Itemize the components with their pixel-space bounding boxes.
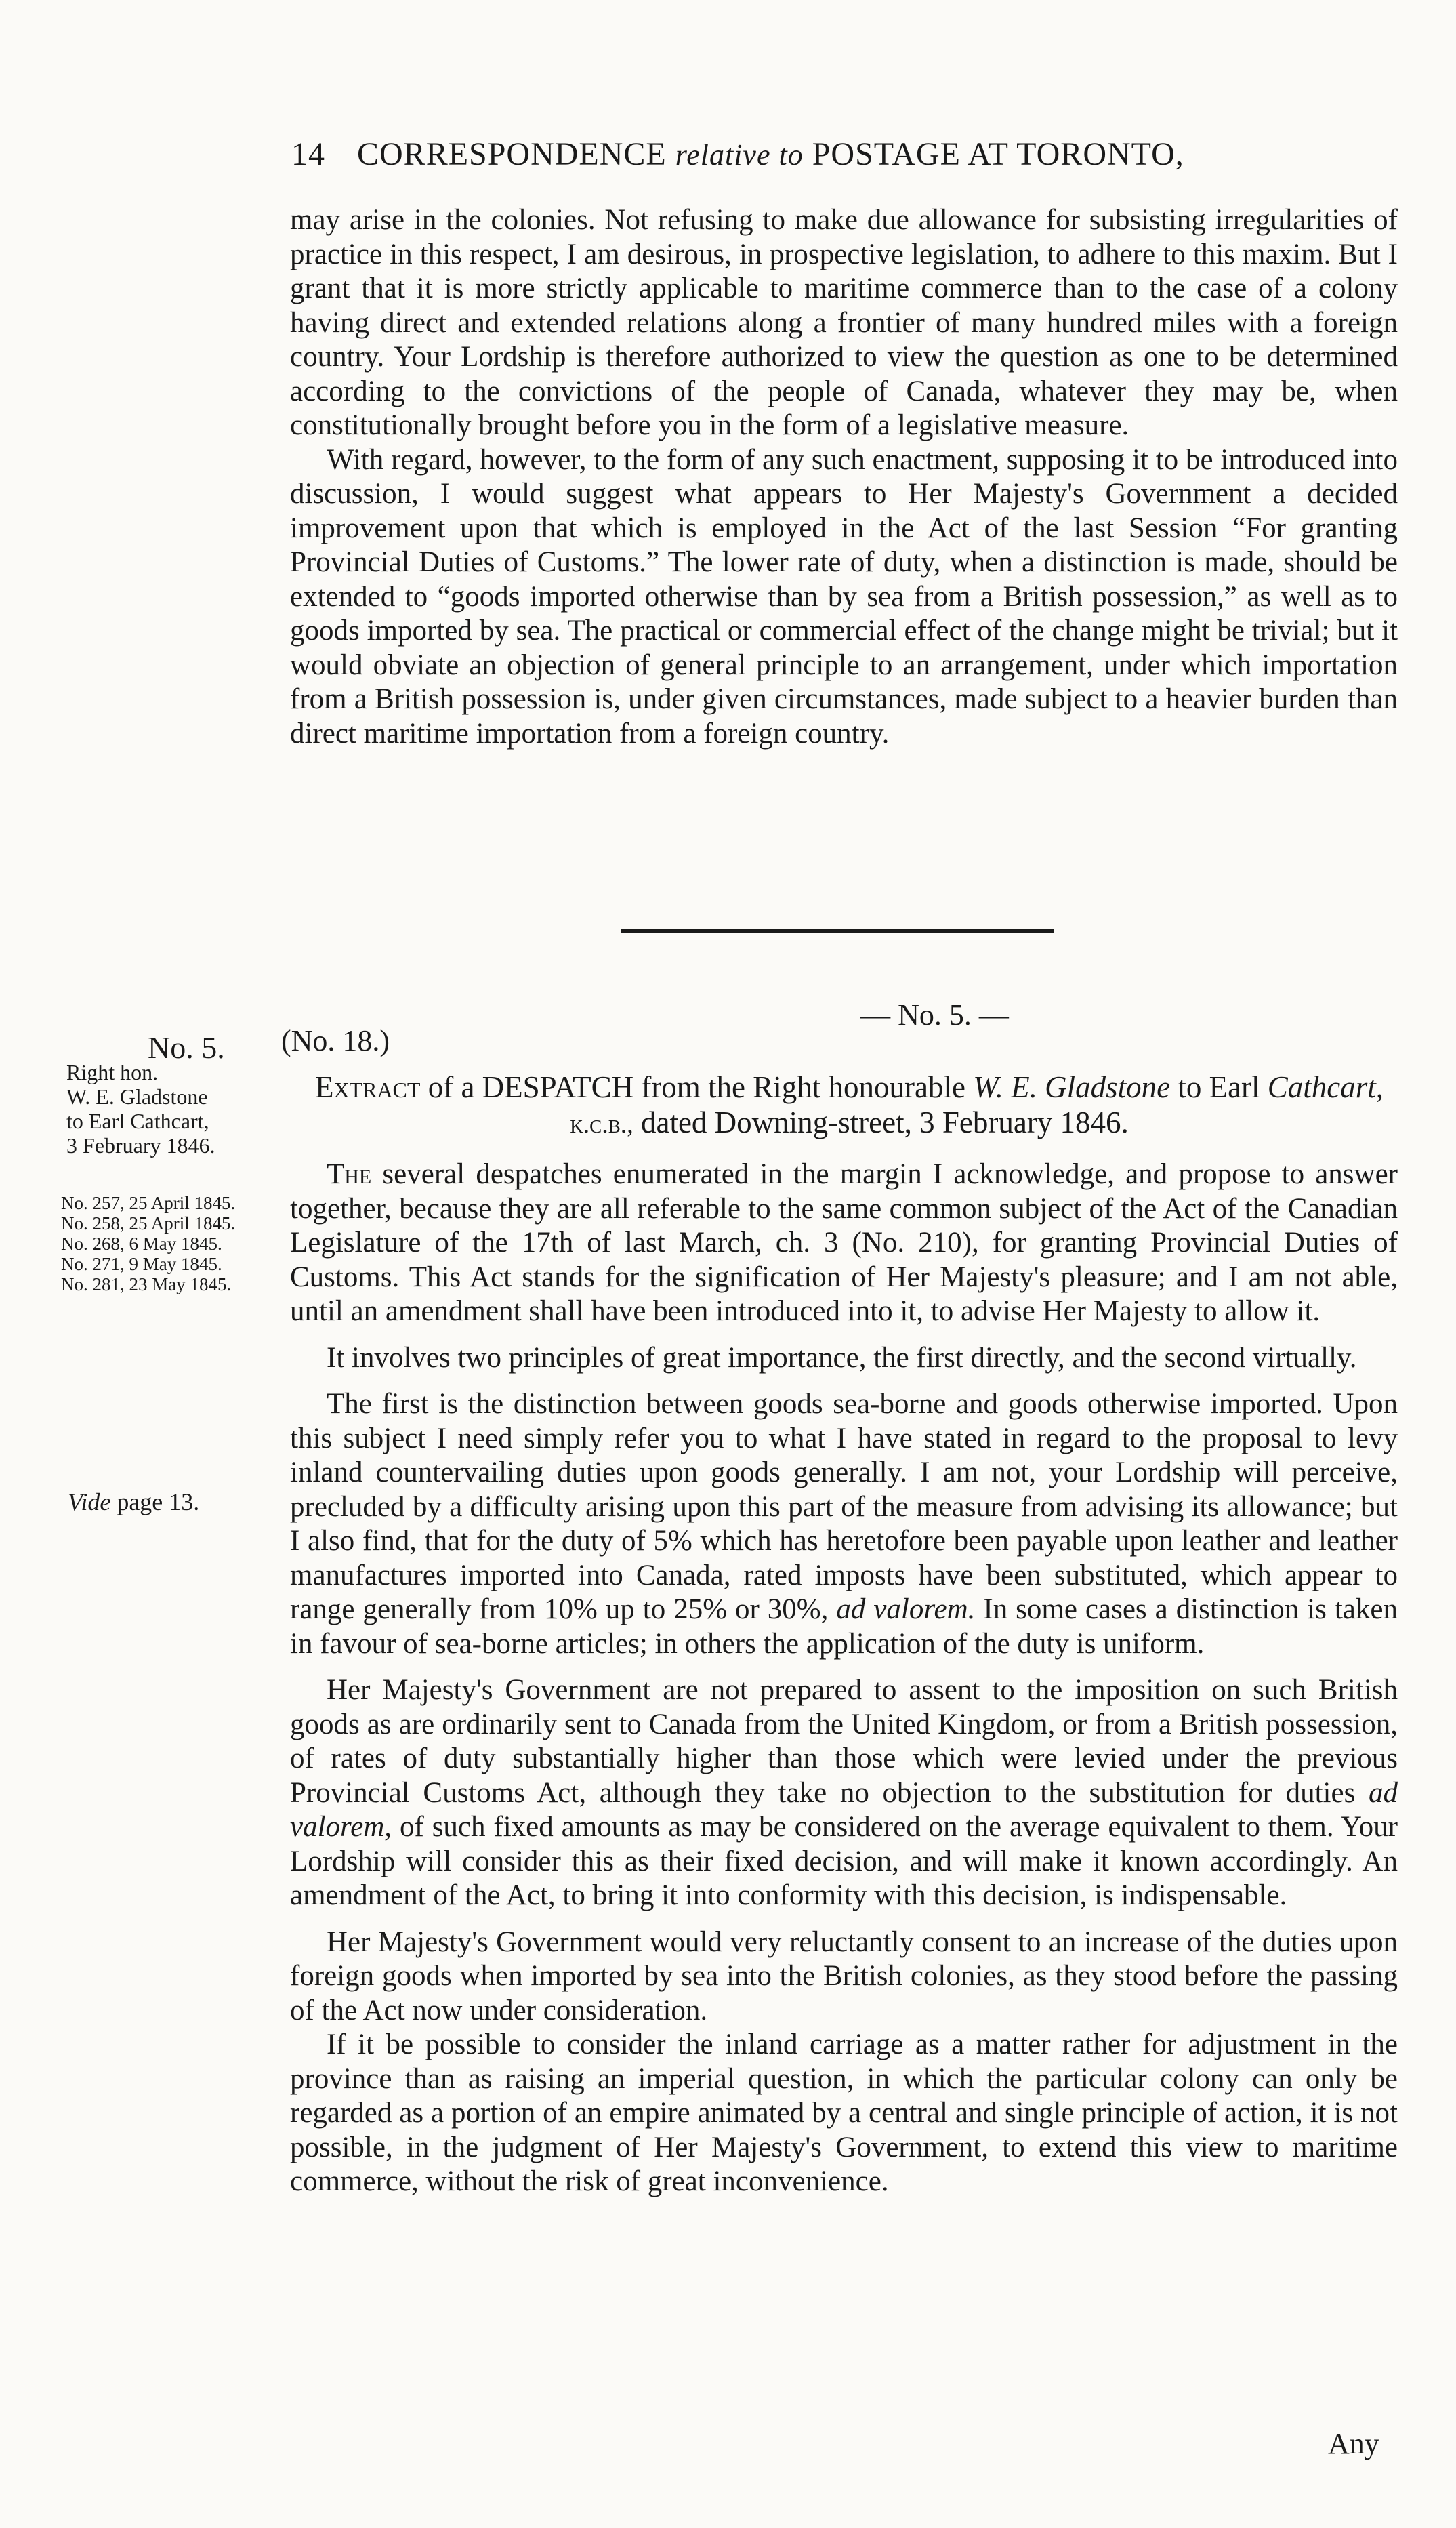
paragraph: It involves two principles of great importance, the first directly, and the second virtually. <box>327 1341 1357 1374</box>
despatch-title <box>302 1069 1396 1142</box>
paragraph: The first is the distinction between goods sea-borne and goods otherwise imported. Upon this subject I need simply refer you to what I have stated in regard to the proposal to levy inland countervailing duties upon goods generally. I am not, your Lordship will perceive, precluded by a difficulty arising upon this part of the measure from advising its allowance; but I also find, that for the duty of 5% which has heretofore been payable upon leather and leather manufactures imported into Canada, rated imposts have been substituted, which appear to range generally from 10% up to 25% or 30%, ad valorem. In some cases a distinction is taken in favour of sea-borne articles; in others the application of the duty is uniform. <box>290 1388 1398 1660</box>
despatch-serial: (No. 18.) <box>281 1024 390 1057</box>
margin-note-line: 3 February 1846. <box>66 1133 215 1158</box>
margin-vide <box>68 1490 271 1514</box>
header-title-prefix: CORRESPONDENCE <box>357 136 667 172</box>
title-date: dated Downing-street, 3 February 1846. <box>640 1105 1129 1139</box>
title-recipient: Cathcart, <box>1267 1070 1384 1104</box>
paragraph-lead: The <box>327 1158 372 1190</box>
section-divider <box>621 929 1054 933</box>
vide-page: page 13. <box>117 1488 200 1515</box>
title-to: to Earl <box>1178 1070 1260 1104</box>
header-title-suffix: POSTAGE AT TORONTO, <box>812 136 1184 172</box>
margin-references <box>61 1193 264 1294</box>
despatch-body <box>290 1158 1398 2199</box>
margin-reference: No. 268, 6 May 1845. <box>61 1234 222 1254</box>
margin-reference: No. 258, 25 April 1845. <box>61 1213 236 1234</box>
margin-reference: No. 257, 25 April 1845. <box>61 1193 236 1213</box>
paragraph: Her Majesty's Government are not prepared to assent to the imposition on such British goods as are ordinarily sent to Canada from the United Kingdom, or from a British possession, of rates of duty substantially higher than those which were levied under the previous Provincial Customs Act, although they take no objection to the substitution for duties ad valorem, of such fixed amounts as may be considered on the average equivalent to them. Your Lordship will consider this as their fixed decision, and will make it known accordingly. An amendment of the Act, to bring it into conformity with this decision, is indispensable. <box>290 1674 1398 1911</box>
margin-note <box>66 1030 270 1158</box>
section-number: — No. 5. — <box>860 998 1009 1032</box>
running-header <box>291 136 1402 173</box>
page-number: 14 <box>291 136 325 172</box>
header-title-italic: relative to <box>675 138 804 171</box>
paragraph: If it be possible to consider the inland carriage as a matter rather for adjustment in the province than as raising an imperial question, in which the particular colony can only be regarded as a portion of an empire animated by a central and single principle of action, it is not possible, in the judgment of Her Majesty's Government, to extend this view to maritime commerce, without the risk of great inconvenience. <box>290 2028 1398 2197</box>
title-lead: Extract <box>314 1070 421 1104</box>
paragraph: The several despatches enumerated in the margin I acknowledge, and propose to answer together, because they are all referable to the same common subject of the Act of the Canadian Legislature of the 17th of last March, ch. 3 (No. 210), for granting Provincial Duties of Customs. This Act stands for the signification of Her Majesty's pleasure; and I am not able, until an amendment shall have been introduced into it, to advise Her Majesty to allow it. <box>290 1158 1398 1327</box>
paragraph: Her Majesty's Government would very reluctantly consent to an increase of the duties upon foreign goods when imported by sea into the British colonies, as they stood before the passing of the Act now under consideration. <box>290 1925 1398 2026</box>
catchword: Any <box>1328 2427 1379 2460</box>
paragraph: With regard, however, to the form of any such enactment, supposing it to be introduced into discussion, I would suggest what appears to Her Majesty's Government a decided improvement upon that which is employed in the Act of the last Session “For granting Provincial Duties of Customs.” The lower rate of duty, when a distinction is made, should be extended to “goods imported otherwise than by sea from a British possession,” as well as to goods imported by sea. The practical or commercial effect of the change might be trivial; but it would obviate an objection of general principle to an arrangement, under which importation from a British possession is, under given circumstances, made subject to a heavier burden than direct maritime importation from a foreign country. <box>290 443 1398 750</box>
vide-italic: Vide <box>68 1488 111 1515</box>
margin-reference: No. 281, 23 May 1845. <box>61 1274 232 1294</box>
section-heading <box>0 998 1456 1032</box>
margin-note-line: W. E. Gladstone <box>66 1084 208 1109</box>
title-text: of a DESPATCH from the Right honourable <box>428 1070 965 1104</box>
continued-text <box>290 203 1398 751</box>
margin-note-line: Right hon. <box>66 1060 159 1084</box>
title-name: W. E. Gladstone <box>973 1070 1171 1104</box>
paragraph: may arise in the colonies. Not refusing to make due allowance for subsisting irregularities of practice in this respect, I am desirous, in prospective legislation, to adhere to this maxim. But I grant that it is more strictly applicable to maritime commerce than to the case of a colony having direct and extended relations along a frontier of many hundred miles with a foreign country. Your Lordship is therefore authorized to view the question as one to be determined according to the convictions of the people of Canada, whatever they may be, when constitutionally brought before you in the form of a legislative measure. <box>290 204 1398 441</box>
margin-note-number: No. 5. <box>148 1030 225 1065</box>
title-kcb: k.c.b., <box>570 1110 633 1139</box>
margin-reference: No. 271, 9 May 1845. <box>61 1254 222 1274</box>
margin-note-line: to Earl Cathcart, <box>66 1109 209 1133</box>
